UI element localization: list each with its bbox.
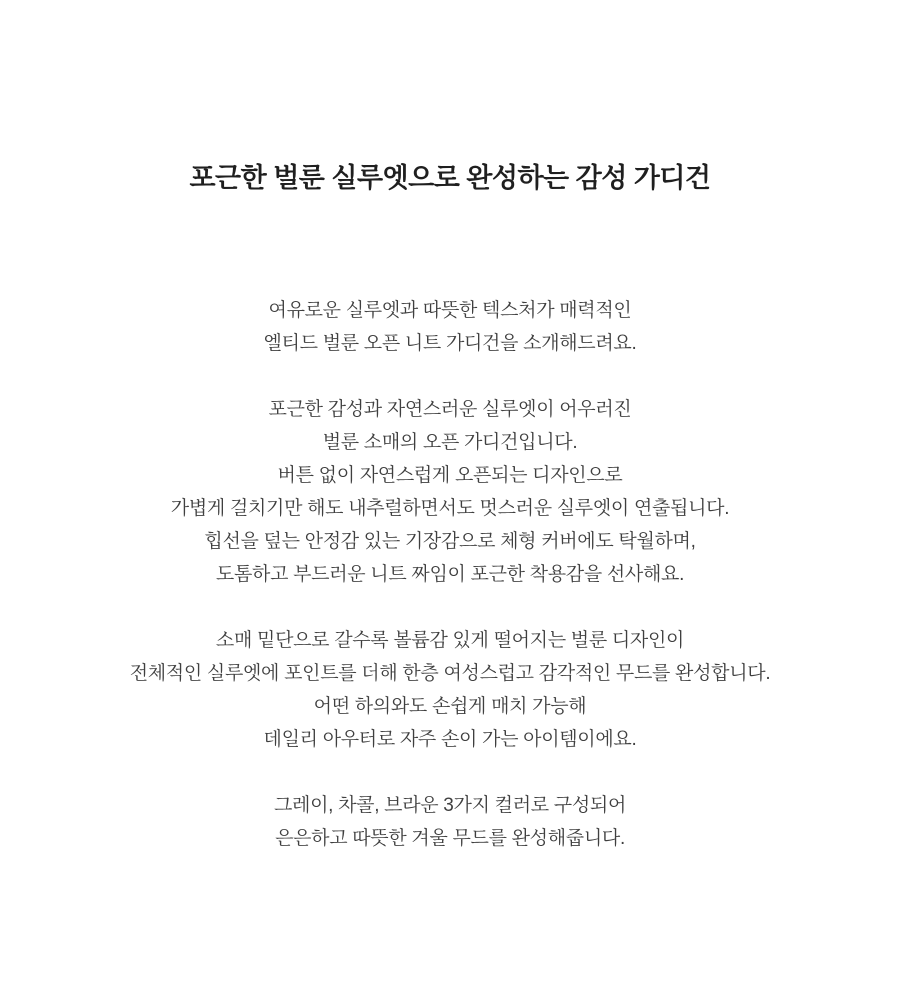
page-title: 포근한 벌룬 실루엣으로 완성하는 감성 가디건 [189,163,711,193]
text-line: 그레이, 차콜, 브라운 3가지 컬러로 구성되어 [273,794,627,816]
paragraph-2 [20,393,880,591]
paragraph-4 [20,789,880,855]
description-body [20,294,880,855]
paragraph-3 [20,624,880,756]
text-line: 가볍게 걸치기만 해도 내추럴하면서도 멋스러운 실루엣이 연출됩니다. [170,497,730,519]
text-line: 전체적인 실루엣에 포인트를 더해 한층 여성스럽고 감각적인 무드를 완성합니다. [129,662,771,684]
text-line: 여유로운 실루엣과 따뜻한 텍스처가 매력적인 [268,299,632,321]
text-line: 도톰하고 부드러운 니트 짜임이 포근한 착용감을 선사해요. [215,563,685,585]
text-line: 소매 밑단으로 갈수록 볼륨감 있게 떨어지는 벌룬 디자인이 [215,629,685,651]
text-line: 힙선을 덮는 안정감 있는 기장감으로 체형 커버에도 탁월하며, [204,530,696,552]
text-line: 벌룬 소매의 오픈 가디건입니다. [322,431,578,453]
text-line: 엘티드 벌룬 오픈 니트 가디건을 소개해드려요. [263,332,637,354]
text-line: 버튼 없이 자연스럽게 오픈되는 디자인으로 [277,464,623,486]
paragraph-1 [20,294,880,360]
text-line: 데일리 아우터로 자주 손이 가는 아이템이에요. [263,728,637,750]
text-line: 포근한 감성과 자연스러운 실루엣이 어우러진 [268,398,632,420]
text-line: 은은하고 따뜻한 겨울 무드를 완성해줍니다. [275,827,625,849]
text-line: 어떤 하의와도 손쉽게 매치 가능해 [313,695,587,717]
